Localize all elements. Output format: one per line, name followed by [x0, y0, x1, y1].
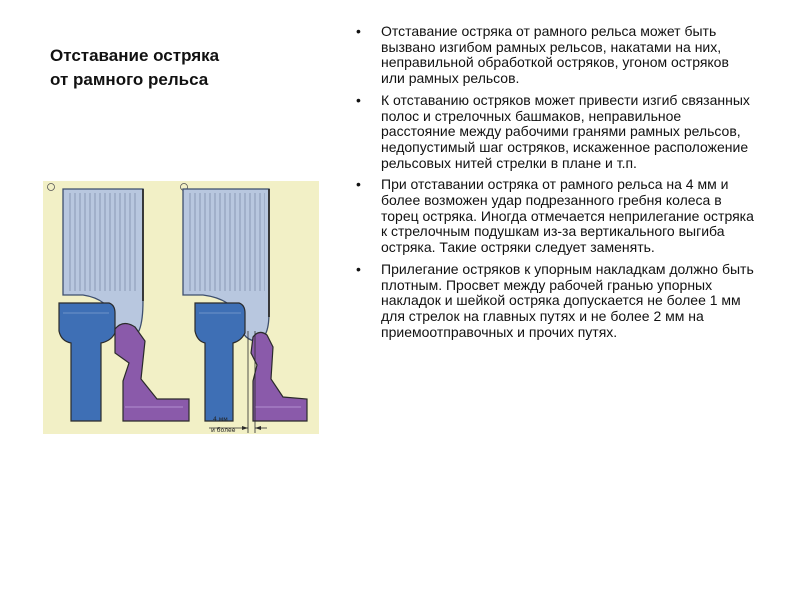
- title-line-1: Отставание остряка: [50, 46, 220, 65]
- slide-title: [50, 44, 320, 92]
- bullet-text: К отставанию остряков может привести изгиб связанных полос и стрелочных башмаков, неправильное расстояние между рабочими гранями рамных рельсов, недопустимый шаг остряков, искаженное расположение рельсовых нитей стрелки в плане и т.п.: [381, 91, 750, 171]
- bullet-mark: •: [356, 23, 361, 39]
- bullet-mark: •: [356, 176, 361, 193]
- bullet-list: [355, 24, 755, 346]
- bullet-text: Отставание остряка от рамного рельса может быть вызвано изгибом рамных рельсов, накатами на них, неправильной обработкой остряков, угоном остряков или рамных рельсов.: [381, 23, 729, 87]
- panel-mark-icon: [48, 184, 55, 191]
- bullet-mark: •: [356, 260, 361, 277]
- bullet-item: [355, 93, 755, 172]
- left-panel: [48, 184, 190, 422]
- rail-diagram: [43, 181, 319, 434]
- bullet-item: [355, 177, 755, 256]
- bullet-item: [355, 262, 755, 341]
- wheel-hatch: [67, 193, 139, 291]
- frame-rail: [195, 303, 245, 421]
- bullet-text: При отставании остряка от рамного рельса на 4 мм и более возможен удар подрезанного гребня колеса в торец остряка. Иногда отмечается неприлегание остряка к стрелочным подушкам из-за вертикального выгиба остряка. Такие остряки следует заменять.: [381, 176, 754, 256]
- dimension-label-qualifier: и более: [211, 427, 236, 434]
- bullet-item: [355, 24, 755, 87]
- bullet-text: Прилегание остряков к упорным накладкам должно быть плотным. Просвет между рабочей гранью упорных накладок и шейкой остряка допускается не более 1 мм для стрелок на главных путях и не более 2 мм на приемоотправочных и прочих путях.: [381, 260, 754, 340]
- switch-rail: [115, 323, 189, 421]
- right-panel: [181, 184, 308, 435]
- rail-gap-illustration: [43, 181, 319, 434]
- switch-rail: [251, 332, 307, 421]
- title-line-2: от рамного рельса: [50, 70, 209, 89]
- wheel-hatch: [187, 193, 265, 291]
- bullet-mark: •: [356, 91, 361, 108]
- dimension-label-value: 4 мм: [213, 416, 228, 423]
- frame-rail: [59, 303, 115, 421]
